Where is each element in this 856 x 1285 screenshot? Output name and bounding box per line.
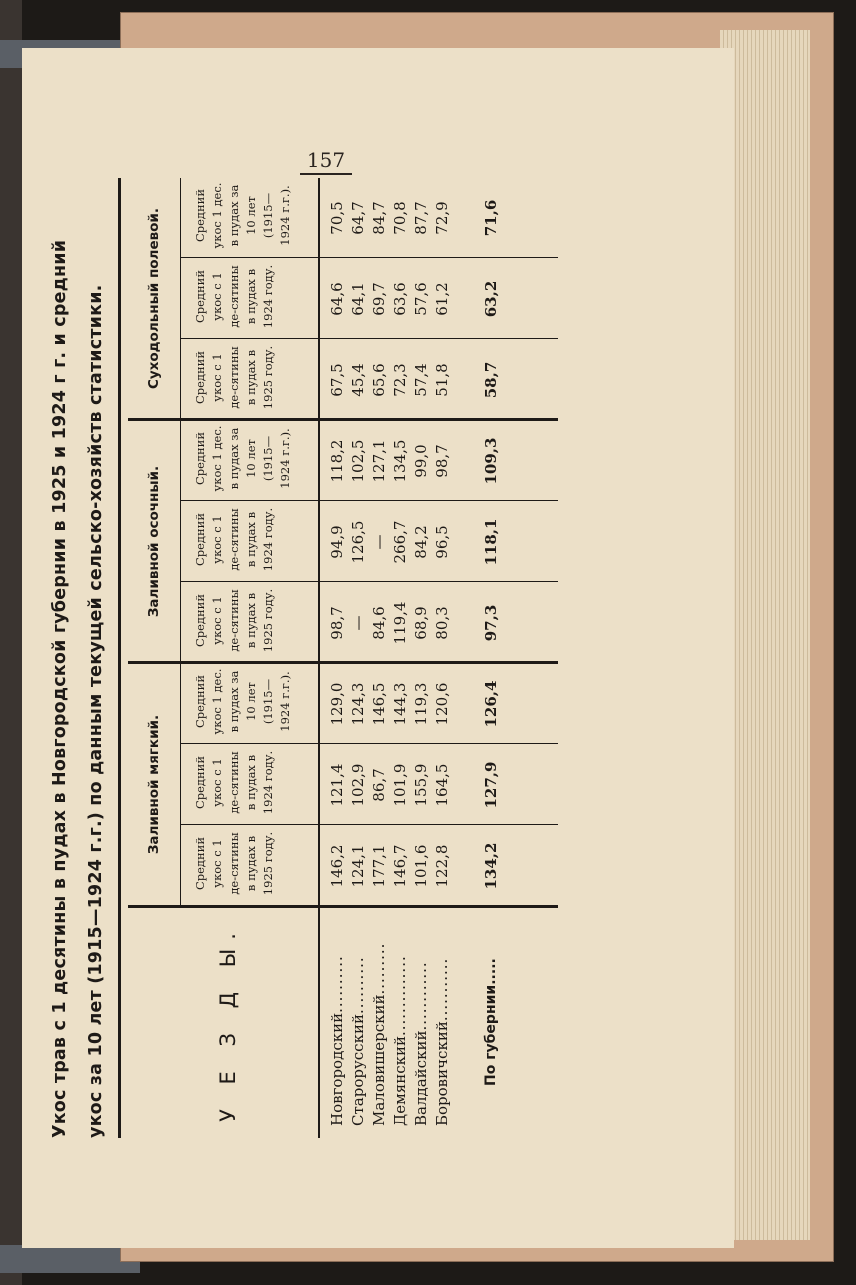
leader-dots: ..............: [391, 955, 409, 1037]
table-cell: 84,7: [370, 201, 388, 235]
group-header: Заливной осочный.: [146, 465, 162, 618]
book-cloth-bottom: [0, 1245, 140, 1273]
table-cell: 57,4: [412, 363, 430, 397]
county-label: Маловишерский: [370, 994, 388, 1126]
county-label: Старорусский: [349, 1014, 367, 1126]
table-cell: 155,9: [412, 763, 430, 807]
table-cell: 87,7: [412, 201, 430, 235]
table-cell: 146,2: [328, 844, 346, 888]
table-cell: 61,2: [433, 282, 451, 316]
table-cell: 129,0: [328, 682, 346, 726]
county-name: [370, 906, 388, 1126]
leader-dots: ...........: [433, 957, 451, 1022]
table-cell: 146,5: [370, 682, 388, 726]
total-cell: 126,4: [482, 680, 500, 728]
table-cell: 98,7: [433, 444, 451, 478]
column-header: Средний укос с 1 де-сятины в пудах в 1925 году.: [193, 831, 275, 896]
county-label: Валдайский: [412, 1030, 430, 1126]
column-header: Средний укос 1 дес. в пудах за 10 лет (1915—1924 г.г.).: [193, 182, 292, 249]
county-label: Новгородский: [328, 1012, 346, 1126]
table-cell: 64,7: [349, 201, 367, 235]
rule-header-bottom: [318, 178, 320, 1138]
table-cell: 69,7: [370, 282, 388, 316]
table-cell: 98,7: [328, 606, 346, 640]
page-number: 157: [306, 148, 346, 172]
table-cell: 101,6: [412, 844, 430, 888]
table-cell: 134,5: [391, 439, 409, 483]
column-header: Средний укос 1 дес. в пудах за 10 лет (1915—1924 г.г.).: [193, 668, 292, 735]
book-binding-left: [0, 0, 22, 1285]
group-header: Заливной мягкий.: [146, 714, 162, 855]
table-cell: 63,6: [391, 282, 409, 316]
column-header: Средний укос с 1 де-сятины в пудах в 1924 году.: [193, 507, 275, 572]
county-label: Демянский: [391, 1036, 409, 1126]
table-cell: 146,7: [391, 844, 409, 888]
total-row-label: По губернии.....: [483, 958, 499, 1086]
total-cell: 58,7: [482, 361, 500, 399]
total-cell: 63,2: [482, 280, 500, 318]
table-cell: 45,4: [349, 363, 367, 397]
table-title: [42, 178, 118, 1138]
table-cell: 121,4: [328, 763, 346, 807]
table-cell: 99,0: [412, 444, 430, 478]
table-cell: 102,9: [349, 763, 367, 807]
table-cell: 70,8: [391, 201, 409, 235]
yield-table: [128, 178, 558, 1138]
table-cell: 118,2: [328, 439, 346, 483]
total-cell: 118,1: [482, 518, 500, 566]
table-cell: 68,9: [412, 606, 430, 640]
table-cell: 124,3: [349, 682, 367, 726]
column-header: Средний укос с 1 де-сятины в пудах в 1925 году.: [193, 345, 275, 410]
page-number-underline: [300, 173, 352, 175]
table-cell: 126,5: [349, 520, 367, 564]
table-cell: 96,5: [433, 525, 451, 559]
leader-dots: ..........: [328, 955, 346, 1013]
table-cell: 266,7: [391, 520, 409, 564]
total-cell: 127,9: [482, 761, 500, 809]
county-name: [328, 906, 346, 1126]
table-cell: 84,6: [370, 606, 388, 640]
title-line-1: Укос трав с 1 десятины в пудах в Новгородской губернии в 1925 и 1924 г г. и средний: [50, 239, 70, 1138]
table-cell: 102,5: [349, 439, 367, 483]
table-cell: 67,5: [328, 363, 346, 397]
column-header: Средний укос с 1 де-сятины в пудах в 1924 году.: [193, 264, 275, 329]
total-cell: 134,2: [482, 842, 500, 890]
table-cell: 51,8: [433, 363, 451, 397]
county-name: [412, 906, 430, 1126]
title-line-2: укос за 10 лет (1915—1924 г.г.) по данным текущей сельско-хозяйств статистики.: [86, 284, 106, 1138]
table-cell: 94,9: [328, 525, 346, 559]
table-cell: 124,1: [349, 844, 367, 888]
table-cell: 72,9: [433, 201, 451, 235]
table-cell: 70,5: [328, 201, 346, 235]
table-cell: 127,1: [370, 439, 388, 483]
table-cell: 57,6: [412, 282, 430, 316]
total-cell: 97,3: [482, 604, 500, 642]
rotated-table-block: [42, 178, 602, 1138]
table-cell: 122,8: [433, 844, 451, 888]
leader-dots: .........: [370, 942, 388, 995]
table-cell: 177,1: [370, 844, 388, 888]
counties-header: У Е З Д Ы.: [216, 924, 240, 1122]
table-cell: 101,9: [391, 763, 409, 807]
table-cell: 164,5: [433, 763, 451, 807]
table-cell: 65,6: [370, 363, 388, 397]
title-rule: [118, 178, 121, 1138]
table-cell: 80,3: [433, 606, 451, 640]
column-header: Средний укос с 1 де-сятины в пудах в 1925 году.: [193, 588, 275, 653]
table-cell: 64,6: [328, 282, 346, 316]
county-name: [349, 906, 367, 1126]
table-cell: 120,6: [433, 682, 451, 726]
county-label: Боровичский: [433, 1021, 451, 1126]
table-cell: 119,3: [412, 682, 430, 726]
county-name: [433, 906, 451, 1126]
table-cell: 84,2: [412, 525, 430, 559]
group-header: Суходольный полевой.: [146, 207, 162, 390]
table-cell: 64,1: [349, 282, 367, 316]
county-name: [391, 906, 409, 1126]
table-cell: 144,3: [391, 682, 409, 726]
total-cell: 109,3: [482, 437, 500, 485]
leader-dots: ............: [412, 961, 430, 1031]
total-cell: 71,6: [482, 199, 500, 237]
leader-dots: ..........: [349, 956, 367, 1015]
table-cell: 119,4: [391, 601, 409, 645]
table-cell: 72,3: [391, 363, 409, 397]
table-cell: —: [370, 534, 388, 550]
table-cell: —: [349, 615, 367, 631]
column-header: Средний укос 1 дес. в пудах за 10 лет (1915—1924 г.г.).: [193, 425, 292, 492]
table-cell: 86,7: [370, 768, 388, 802]
column-header: Средний укос с 1 де-сятины в пудах в 1924 году.: [193, 750, 275, 815]
